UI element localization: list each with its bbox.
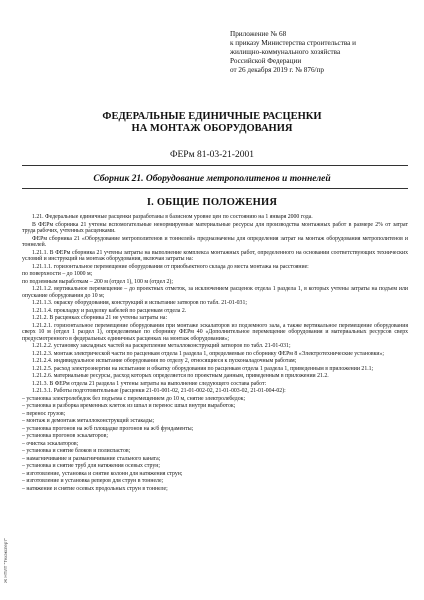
list-item: – установка и разборка временных клеток из шпал и перенос шпал внутри выработок; [22, 403, 236, 409]
paragraph: 1.21.3.1. Работы подготовительные (расценки 21-01-001-02, 21-01-002-02, 21-01-003-02, 21-01-004-02): [32, 388, 286, 394]
appendix-header [230, 30, 380, 75]
title-line-1: ФЕДЕРАЛЬНЫЕ ЕДИНИЧНЫЕ РАСЦЕНКИ [102, 111, 322, 122]
paragraph: 1.21.2.6. материальные ресурсы, расход которых определяется по проектным данным, приведенным в приложении 21.2. [32, 373, 329, 379]
appendix-line: к приказу Министерства строительства и [230, 39, 357, 47]
list-item: – установка прогонов эскалаторов; [22, 433, 108, 439]
paragraph: 1.21.2. В расценках сборника 21 не учтены затраты на: [32, 315, 168, 321]
divider [22, 188, 408, 189]
paragraph: 1.21.1.3. окраску оборудования, конструкций и испытание затворов по табл. 21-01-031; [32, 300, 247, 306]
paragraph: 1.21.1.2. вертикальное перемещение – до проектных отметок, за исключением расценок отдела 1 раздела 1, в которых учтены затраты на подъем или опускание оборудования до 10 м; [22, 286, 408, 299]
list-item: – установка прогонов на ж/б площадке прогонов на ж/б фундаменты; [22, 425, 194, 432]
appendix-line: жилищно-коммунального хозяйства [230, 48, 341, 56]
side-label: Ж НТИТ "Техэксперт" [2, 538, 8, 583]
collection-title: Сборник 21. Оборудование метрополитенов и тоннелей [93, 174, 331, 184]
list-item: – монтаж и демонтаж металлоконструкций эстакады; [22, 418, 155, 424]
list-item: – установка и снятие блоков и полиспастов; [22, 448, 131, 454]
paragraph: 1.21.3. В ФЕРм отдела 21 раздела 1 учтены затраты на выполнение следующего состава работ: [32, 380, 267, 387]
paragraph: 1.21.1. В ФЕРм сборника 21 учтены затраты на выполнение комплекса монтажных работ, определенного на основании соответствующих технических условий и инструкций на монтаж оборудования, включая затраты на: [22, 249, 408, 262]
paragraph: 1.21.1.1. горизонтальное перемещение оборудования от приобъектного склада до места монтажа на расстояние: [32, 263, 309, 270]
paragraph: ФЕРм сборника 21 «Оборудование метрополитенов и тоннелей» предназначены для определения затрат на монтаж оборудования метрополитенов и тоннелей. [22, 235, 408, 248]
list-item: – перенос грузов; [22, 410, 66, 417]
paragraph: 1.21.2.2. установку закладных частей на раскрепление металлоконструкций затворов по табл. 21-01-031; [32, 343, 291, 349]
section-heading: I. ОБЩИЕ ПОЛОЖЕНИЯ [146, 197, 278, 208]
document-title [0, 111, 424, 135]
paragraph: 1.21.1.4. прокладку и разделку кабелей по расценкам отдела 2. [32, 307, 187, 314]
list-item: – изготовление и установка реперов для струн в тоннеле; [22, 478, 164, 484]
appendix-line: Российской Федерации [230, 57, 302, 65]
list-item: – изготовление, установка и снятие колонн для натяжения струн; [22, 470, 183, 477]
paragraph: В ФЕРм сборника 21 учтены вспомогательные ненормируемые материальные ресурсы для производства монтажных работ в размере 2% от затрат труда рабочих, учтенных расценками. [22, 221, 408, 234]
list-item: – установка электролебедок без подъема с перемещением до 10 м, снятие электролебедок; [22, 395, 246, 402]
paragraph: по подземным выработкам – 200 м (отдел 1), 100 м (отдел 2); [22, 278, 173, 285]
paragraph: 1.21. Федеральные единичные расценки разработаны в базисном уровне цен по состоянию на 1 января 2000 года. [32, 214, 313, 220]
title-line-2: НА МОНТАЖ ОБОРУДОВАНИЯ [131, 123, 293, 134]
list-item: – натяжение и снятие осевых продольных струн в тоннеле; [22, 485, 168, 492]
list-item: – установка и снятие труб для натяжения осевых струн; [22, 463, 160, 469]
list-item: – намагничивание и размагничивание стального каната; [22, 455, 161, 462]
side-watermark [3, 538, 13, 588]
divider [22, 165, 408, 166]
appendix-line: от 26 декабря 2019 г. № 876/пр [230, 66, 324, 74]
paragraph: по поверхности – до 1000 м; [22, 271, 93, 277]
document-code: ФЕРм 81-03-21-2001 [170, 150, 254, 160]
paragraph: 1.21.2.5. расход электроэнергии на испытание и обкатку оборудования по расценкам отдела 1 раздела 1, приведенным в приложении 21.1; [32, 365, 374, 372]
appendix-line: Приложение № 68 [230, 30, 287, 38]
paragraph: 1.21.2.3. монтаж электрической части по расценкам отдела 1 раздела 1, определяемые по сборнику ФЕРм 8 «Электротехнические установки»; [32, 350, 385, 357]
paragraph: 1.21.2.1. горизонтальное перемещение оборудования при монтаже эскалаторов из подземного зала, а также вертикальное перемещение оборудования сверх 10 м (отдел 1 раздел 1), определяемые по сборнику ФЕРм 40 «Дополнительное перемещение оборудования и материальных ресурсов сверх предусмотренного в федеральных единичных расценках на монтаж оборудования»; [22, 322, 408, 342]
list-item: – очистка эскалаторов; [22, 440, 79, 447]
document-body [22, 214, 408, 493]
paragraph: 1.21.2.4. индивидуальное испытание оборудования по отделу 2, относящиеся к пусконаладочным работам; [32, 358, 297, 364]
